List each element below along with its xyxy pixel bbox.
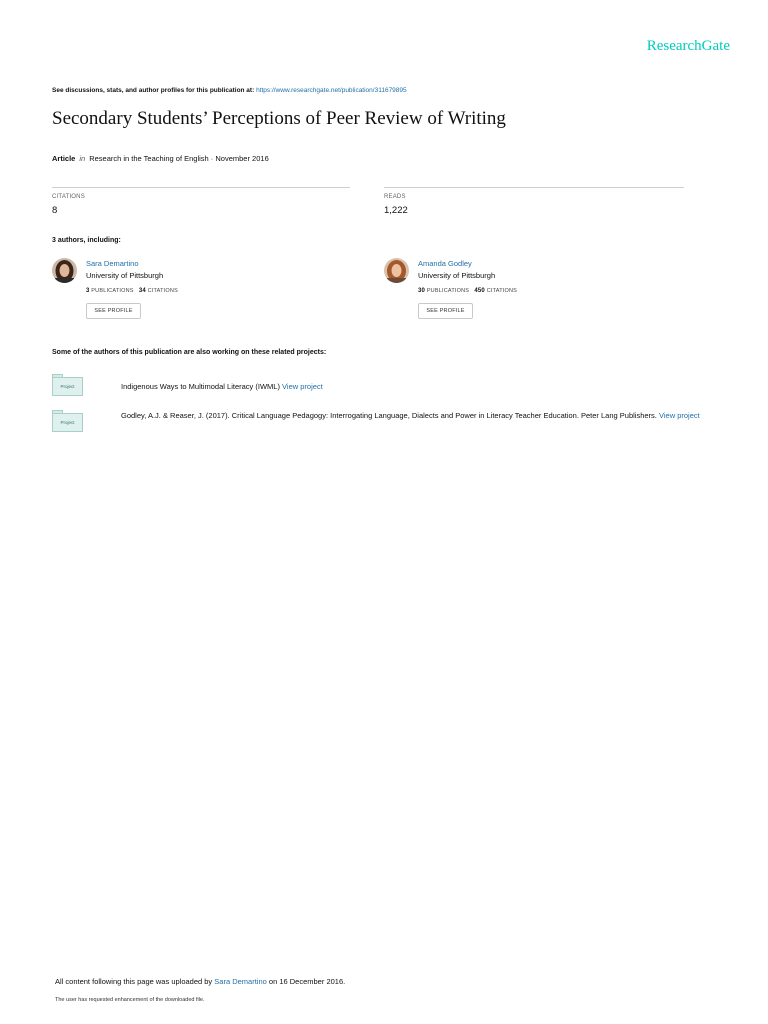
author-stats: [86, 288, 178, 294]
divider-reads: [384, 187, 684, 188]
uploader-link[interactable]: Sara Demartino: [214, 977, 267, 986]
view-project-link[interactable]: View project: [282, 382, 323, 391]
citations-label: CITATIONS: [52, 194, 85, 200]
author-name-link[interactable]: Amanda Godley: [418, 259, 472, 268]
project-folder-icon[interactable]: [52, 410, 83, 432]
upload-prefix: All content following this page was uploaded by: [55, 977, 213, 986]
folder-label: Project: [52, 377, 83, 396]
publication-meta: [52, 154, 269, 163]
reads-value: 1,222: [384, 205, 408, 216]
in-label: in: [79, 154, 86, 163]
citations-count: 450: [474, 288, 485, 294]
citations-count: 34: [138, 288, 146, 294]
publications-label: PUBLICATIONS: [91, 288, 134, 294]
project-folder-icon[interactable]: [52, 374, 83, 396]
upload-suffix: on 16 December 2016.: [268, 977, 346, 986]
author-stats: [418, 288, 517, 294]
project-text: Godley, A.J. & Reaser, J. (2017). Critical Language Pedagogy: Interrogating Language, Dialects and Power in Literacy Teacher Education. Peter Lang Publishers.: [121, 411, 657, 420]
divider-citations: [52, 187, 350, 188]
publications-count: 3: [86, 288, 90, 294]
see-profile-button[interactable]: SEE PROFILE: [418, 303, 473, 319]
enhancement-note: The user has requested enhancement of the downloaded file.: [55, 997, 205, 1003]
project-item: [121, 380, 701, 393]
avatar[interactable]: [384, 258, 409, 283]
reads-label: READS: [384, 194, 406, 200]
upload-note: [55, 977, 345, 986]
discussion-label: See discussions, stats, and author profiles for this publication at:: [52, 87, 255, 94]
page-title: Secondary Students’ Perceptions of Peer Review of Writing: [52, 108, 506, 129]
publications-count: 30: [418, 288, 426, 294]
related-projects-heading: Some of the authors of this publication are also working on these related projects:: [52, 349, 327, 356]
discussion-line: [52, 87, 407, 94]
researchgate-logo: ResearchGate: [646, 38, 730, 54]
citations-value: 8: [52, 205, 58, 216]
citations-label: CITATIONS: [486, 288, 518, 294]
authors-heading: 3 authors, including:: [52, 237, 121, 244]
see-profile-button[interactable]: SEE PROFILE: [86, 303, 141, 319]
author-name-link[interactable]: Sara Demartino: [86, 259, 139, 268]
journal-info: Research in the Teaching of English · November 2016: [89, 154, 269, 163]
project-text: Indigenous Ways to Multimodal Literacy (IWML): [121, 382, 280, 391]
citations-label: CITATIONS: [147, 288, 178, 294]
author-institution: University of Pittsburgh: [86, 271, 164, 280]
publications-label: PUBLICATIONS: [426, 288, 470, 294]
project-item: [121, 409, 706, 422]
publication-link[interactable]: https://www.researchgate.net/publication/311679895: [256, 87, 407, 94]
article-type: Article: [52, 154, 76, 163]
view-project-link[interactable]: View project: [658, 411, 700, 420]
avatar[interactable]: [52, 258, 77, 283]
folder-label: Project: [52, 413, 83, 432]
author-institution: University of Pittsburgh: [418, 271, 496, 280]
